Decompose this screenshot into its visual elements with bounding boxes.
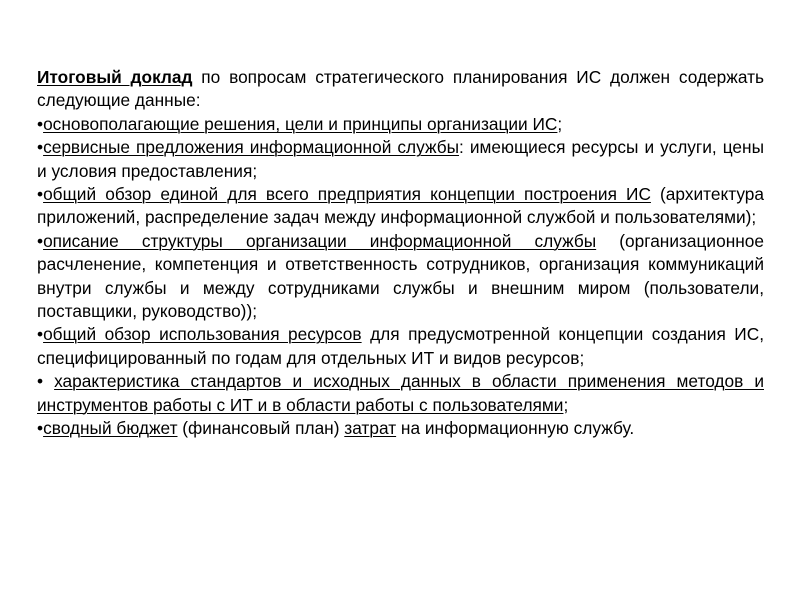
bullet-text: ; bbox=[563, 394, 569, 415]
bullet-underlined-text: общий обзор использования ресурсов bbox=[43, 324, 362, 345]
intro-text: по вопросам стратегического планирования ИС должен содержать следующие данные: bbox=[37, 67, 764, 111]
bullet-item bbox=[37, 230, 764, 324]
report-text-block bbox=[37, 66, 764, 441]
bullet-item bbox=[37, 183, 764, 230]
bullet-marker: • bbox=[37, 113, 44, 134]
bullet-underlined-text: характеристика стандартов и исходных данных в области применения методов и инструментов работы с ИТ и в области работы с пользователями bbox=[37, 371, 764, 415]
bullet-text: (архитектура приложений, распределение задач между информационной службой и пользователями); bbox=[37, 184, 764, 228]
bullet-item bbox=[37, 113, 764, 136]
bullet-marker: • bbox=[37, 371, 55, 392]
bullet-item-last bbox=[37, 417, 764, 440]
bullet-text: (финансовый план) bbox=[177, 418, 345, 439]
bullet-item bbox=[37, 136, 764, 183]
bullet-marker: • bbox=[37, 230, 44, 251]
intro-title: Итоговый доклад bbox=[37, 67, 193, 87]
bullet-text: для предусмотренной концепции создания ИС, специфицированный по годам для отдельных ИТ и видов ресурсов; bbox=[37, 324, 764, 368]
bullet-underlined-text: общий обзор единой для всего предприятия концепции построения ИС bbox=[43, 184, 651, 205]
bullet-marker: • bbox=[37, 184, 44, 205]
intro-paragraph bbox=[37, 66, 764, 113]
bullet-underlined-text: описание структуры организации информационной службы bbox=[43, 230, 597, 251]
bullet-item bbox=[37, 370, 764, 417]
bullet-item bbox=[37, 323, 764, 370]
bullet-text: (организационное расчленение, компетенция и ответственность сотрудников, организация коммуникаций внутри службы и между сотрудниками службы и внешним миром (пользователи, поставщики, руководство)); bbox=[37, 230, 765, 322]
bullet-underlined-text: основополагающие решения, цели и принципы организации ИС bbox=[43, 113, 558, 134]
bullet-marker: • bbox=[37, 418, 44, 439]
bullet-text: ; bbox=[557, 113, 563, 134]
bullet-text: : имеющиеся ресурсы и услуги, цены и условия предоставления; bbox=[37, 137, 764, 181]
bullet-text: на информационную службу. bbox=[396, 418, 635, 439]
bullet-marker: • bbox=[37, 137, 44, 158]
bullet-underlined-text: сервисные предложения информационной службы bbox=[43, 137, 460, 158]
bullet-underlined-text: затрат bbox=[344, 418, 397, 439]
bullet-underlined-text: сводный бюджет bbox=[43, 418, 178, 439]
bullet-marker: • bbox=[37, 324, 44, 345]
